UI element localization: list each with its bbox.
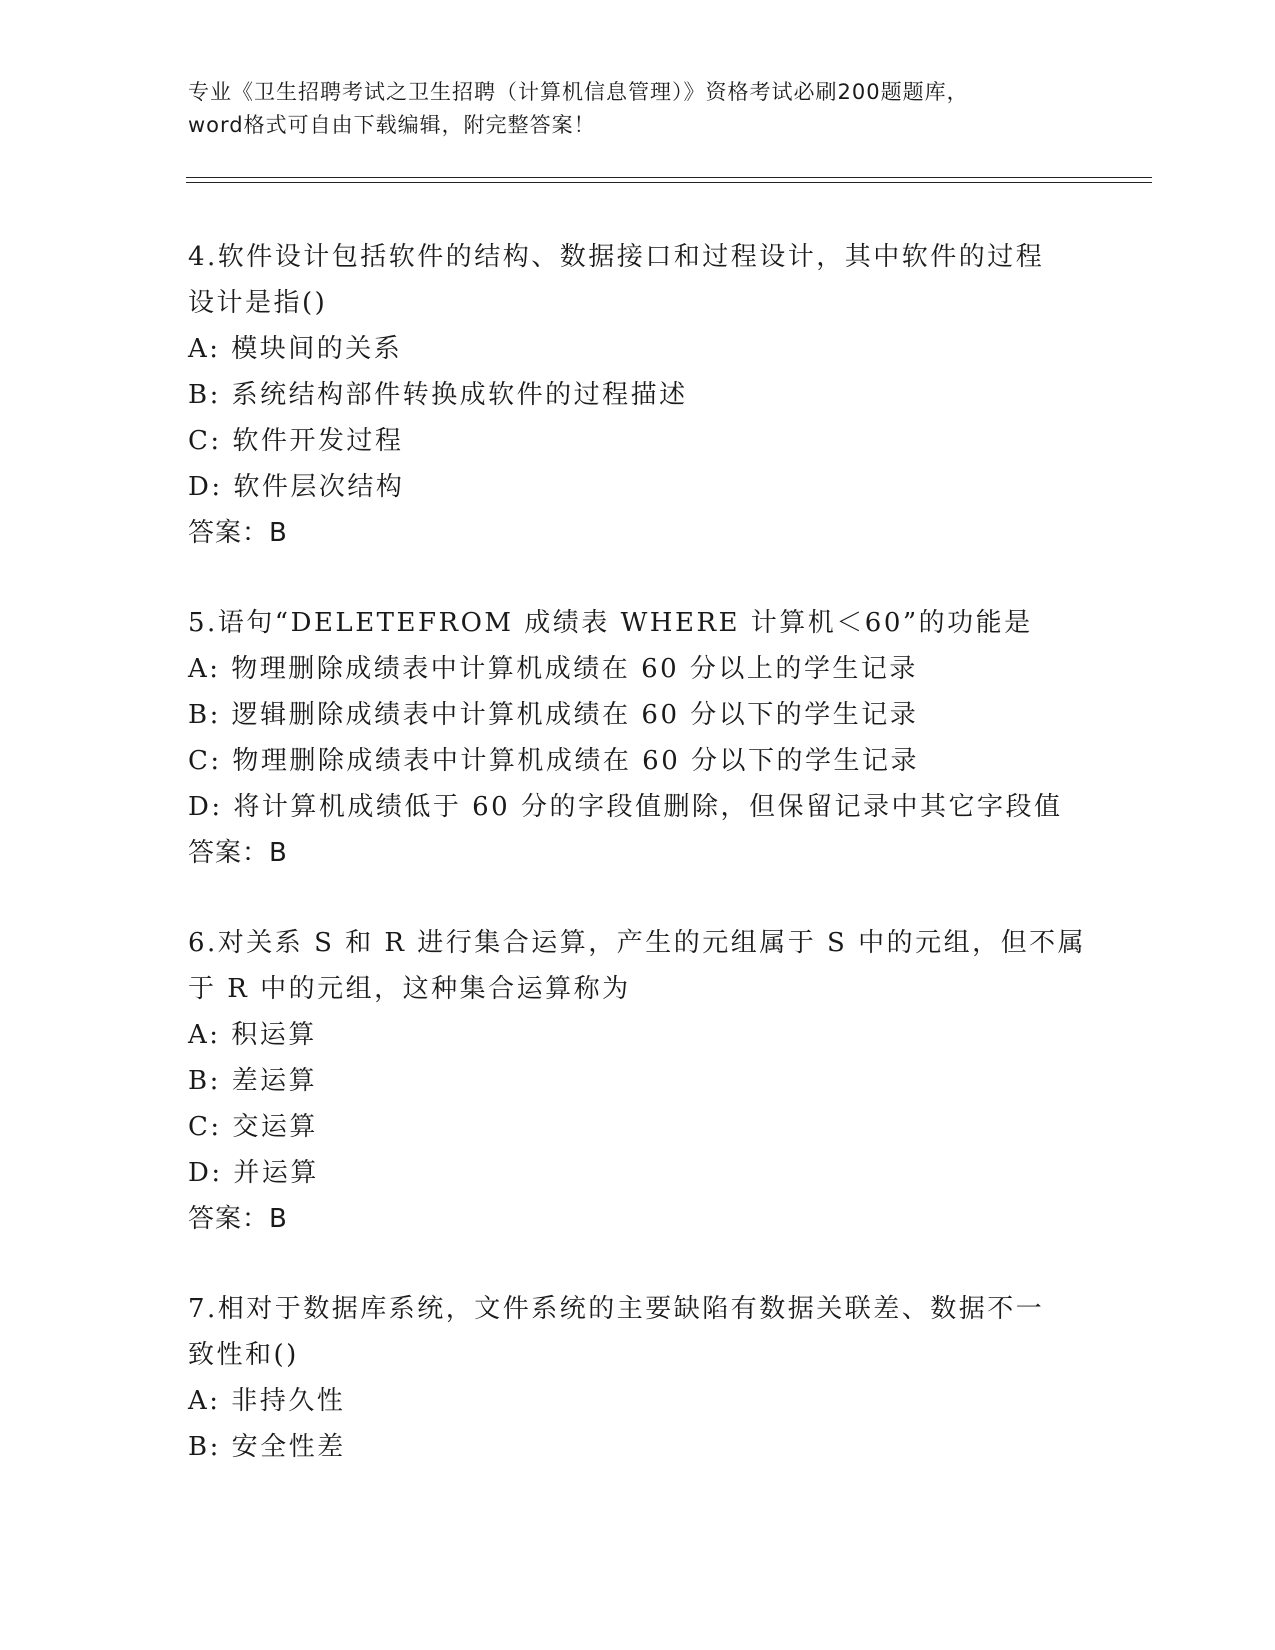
- answer: 答案：B: [188, 1204, 288, 1234]
- header-rule-bottom: [186, 182, 1152, 183]
- question-text: 致性和(): [188, 1340, 299, 1370]
- option-c: C: 软件开发过程: [188, 426, 404, 456]
- question-text: 6.对关系 S 和 R 进行集合运算，产生的元组属于 S 中的元组，但不属: [188, 928, 1087, 958]
- option-c: C: 物理删除成绩表中计算机成绩在 60 分以下的学生记录: [188, 746, 920, 776]
- question-6: [188, 920, 1087, 1242]
- option-a: A: 非持久性: [188, 1386, 346, 1416]
- option-d: D: 并运算: [188, 1158, 319, 1188]
- header-line-1: 专业《卫生招聘考试之卫生招聘（计算机信息管理）》资格考试必刷200题题库，: [188, 80, 969, 104]
- header-rule-top: [186, 177, 1152, 178]
- option-b: B: 安全性差: [188, 1432, 346, 1462]
- option-c: C: 交运算: [188, 1112, 318, 1142]
- question-list: [188, 234, 1087, 1514]
- question-text: 4.软件设计包括软件的结构、数据接口和过程设计，其中软件的过程: [188, 242, 1045, 272]
- option-d: D: 将计算机成绩低于 60 分的字段值删除，但保留记录中其它字段值: [188, 792, 1063, 822]
- option-a: A: 物理删除成绩表中计算机成绩在 60 分以上的学生记录: [188, 654, 918, 684]
- question-5: [188, 600, 1068, 876]
- document-header: [188, 76, 1088, 142]
- option-b: B: 差运算: [188, 1066, 318, 1096]
- question-7: [188, 1286, 1068, 1470]
- question-text: 于 R 中的元组，这种集合运算称为: [188, 974, 631, 1004]
- question-text: 5.语句“DELETEFROM 成绩表 WHERE 计算机＜60”的功能是: [188, 608, 1033, 638]
- option-a: A: 积运算: [188, 1020, 317, 1050]
- answer: 答案：B: [188, 838, 288, 868]
- option-a: A: 模块间的关系: [188, 334, 403, 364]
- header-line-2: word格式可自由下载编辑，附完整答案！: [188, 113, 596, 137]
- question-4: [188, 234, 1068, 556]
- answer: 答案：B: [188, 518, 288, 548]
- option-b: B: 逻辑删除成绩表中计算机成绩在 60 分以下的学生记录: [188, 700, 919, 730]
- question-text: 设计是指(): [188, 288, 328, 318]
- option-b: B: 系统结构部件转换成软件的过程描述: [188, 380, 688, 410]
- question-text: 7.相对于数据库系统，文件系统的主要缺陷有数据关联差、数据不一: [188, 1294, 1045, 1324]
- option-d: D: 软件层次结构: [188, 472, 405, 502]
